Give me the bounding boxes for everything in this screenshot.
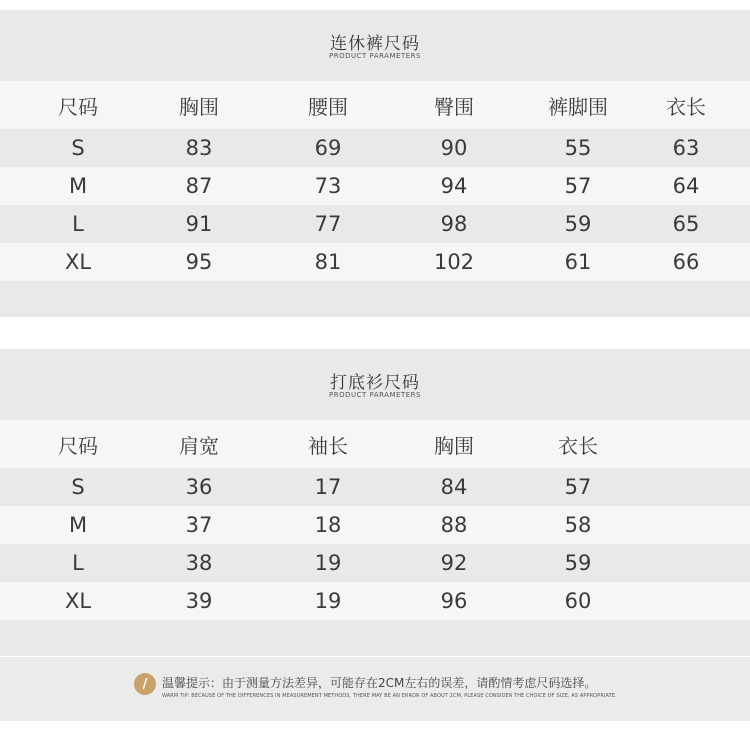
column-header: 胸围 xyxy=(434,433,474,458)
table-cell: 59 xyxy=(564,551,592,575)
column-header: 衣长 xyxy=(666,94,706,119)
table-cell: S xyxy=(71,136,85,160)
table-row xyxy=(0,243,750,281)
column-header: 肩宽 xyxy=(179,433,219,458)
table-cell: 66 xyxy=(672,250,700,274)
table-title: 连休裤尺码 xyxy=(330,34,420,54)
table-cell: M xyxy=(68,513,88,537)
warm-tip xyxy=(0,657,750,721)
table-cell: 18 xyxy=(314,513,342,537)
table-cell: 37 xyxy=(185,513,213,537)
column-header: 尺码 xyxy=(58,94,98,119)
tip-text-english: WARM TIP: BECAUSE OF THE DIFFERENCES IN MEASUREMENT METHODS, THERE MAY BE AN ERROR OF ABOUT 2CM, PLEASE CONSIDER THE CHOICE OF SIZE, AS APPROPRIATE. xyxy=(162,693,617,699)
table-cell: 57 xyxy=(564,475,592,499)
table-cell: 39 xyxy=(185,589,213,613)
table-cell: L xyxy=(72,212,84,236)
table-row xyxy=(0,468,750,506)
tip-text: 温馨提示：由于测量方法差异，可能存在2CM左右的误差，请酌情考虑尺码选择。 xyxy=(162,676,597,690)
table-cell: 19 xyxy=(314,589,342,613)
table-cell: XL xyxy=(64,250,92,274)
table-cell: 17 xyxy=(314,475,342,499)
table-cell: 92 xyxy=(440,551,468,575)
table-row xyxy=(0,506,750,544)
table-cell: 95 xyxy=(185,250,213,274)
table-cell: 60 xyxy=(564,589,592,613)
table-cell: 64 xyxy=(672,174,700,198)
table-cell: 88 xyxy=(440,513,468,537)
table-row xyxy=(0,205,750,243)
size-table-base-shirt xyxy=(0,349,750,656)
table-cell: 63 xyxy=(672,136,700,160)
table-cell: 77 xyxy=(314,212,342,236)
table-cell: 87 xyxy=(185,174,213,198)
table-cell: 59 xyxy=(564,212,592,236)
table-cell: 83 xyxy=(185,136,213,160)
table-title-band xyxy=(0,349,750,420)
column-header: 臀围 xyxy=(434,94,474,119)
table-cell: XL xyxy=(64,589,92,613)
table-row xyxy=(0,544,750,582)
table-cell: 65 xyxy=(672,212,700,236)
table-cell: 61 xyxy=(564,250,592,274)
table-footer-band xyxy=(0,281,750,317)
table-title-band xyxy=(0,10,750,81)
table-cell: 94 xyxy=(440,174,468,198)
table-cell: 91 xyxy=(185,212,213,236)
column-header: 袖长 xyxy=(308,433,348,458)
column-header: 胸围 xyxy=(179,94,219,119)
table-title: 打底衫尺码 xyxy=(330,373,420,393)
table-row xyxy=(0,582,750,620)
table-row xyxy=(0,167,750,205)
table-cell: 36 xyxy=(185,475,213,499)
column-header: 腰围 xyxy=(308,94,348,119)
table-cell: 73 xyxy=(314,174,342,198)
column-header: 裤脚围 xyxy=(548,94,608,119)
table-cell: 84 xyxy=(440,475,468,499)
table-cell: 102 xyxy=(433,250,475,274)
table-cell: 57 xyxy=(564,174,592,198)
table-cell: 90 xyxy=(440,136,468,160)
table-subtitle: PRODUCT PARAMETERS xyxy=(329,52,421,60)
table-cell: M xyxy=(68,174,88,198)
table-subtitle: PRODUCT PARAMETERS xyxy=(329,391,421,399)
table-cell: 69 xyxy=(314,136,342,160)
table-row xyxy=(0,129,750,167)
table-header-row xyxy=(0,81,750,129)
table-cell: 98 xyxy=(440,212,468,236)
size-table-jumpsuit xyxy=(0,10,750,317)
column-header: 尺码 xyxy=(58,433,98,458)
table-cell: 58 xyxy=(564,513,592,537)
table-cell: 38 xyxy=(185,551,213,575)
column-header: 衣长 xyxy=(558,433,598,458)
exclamation-icon: / xyxy=(134,673,156,695)
table-cell: L xyxy=(72,551,84,575)
table-footer-band xyxy=(0,620,750,656)
table-cell: 96 xyxy=(440,589,468,613)
table-cell: S xyxy=(71,475,85,499)
table-cell: 81 xyxy=(314,250,342,274)
table-header-row xyxy=(0,420,750,468)
table-cell: 55 xyxy=(564,136,592,160)
table-cell: 19 xyxy=(314,551,342,575)
